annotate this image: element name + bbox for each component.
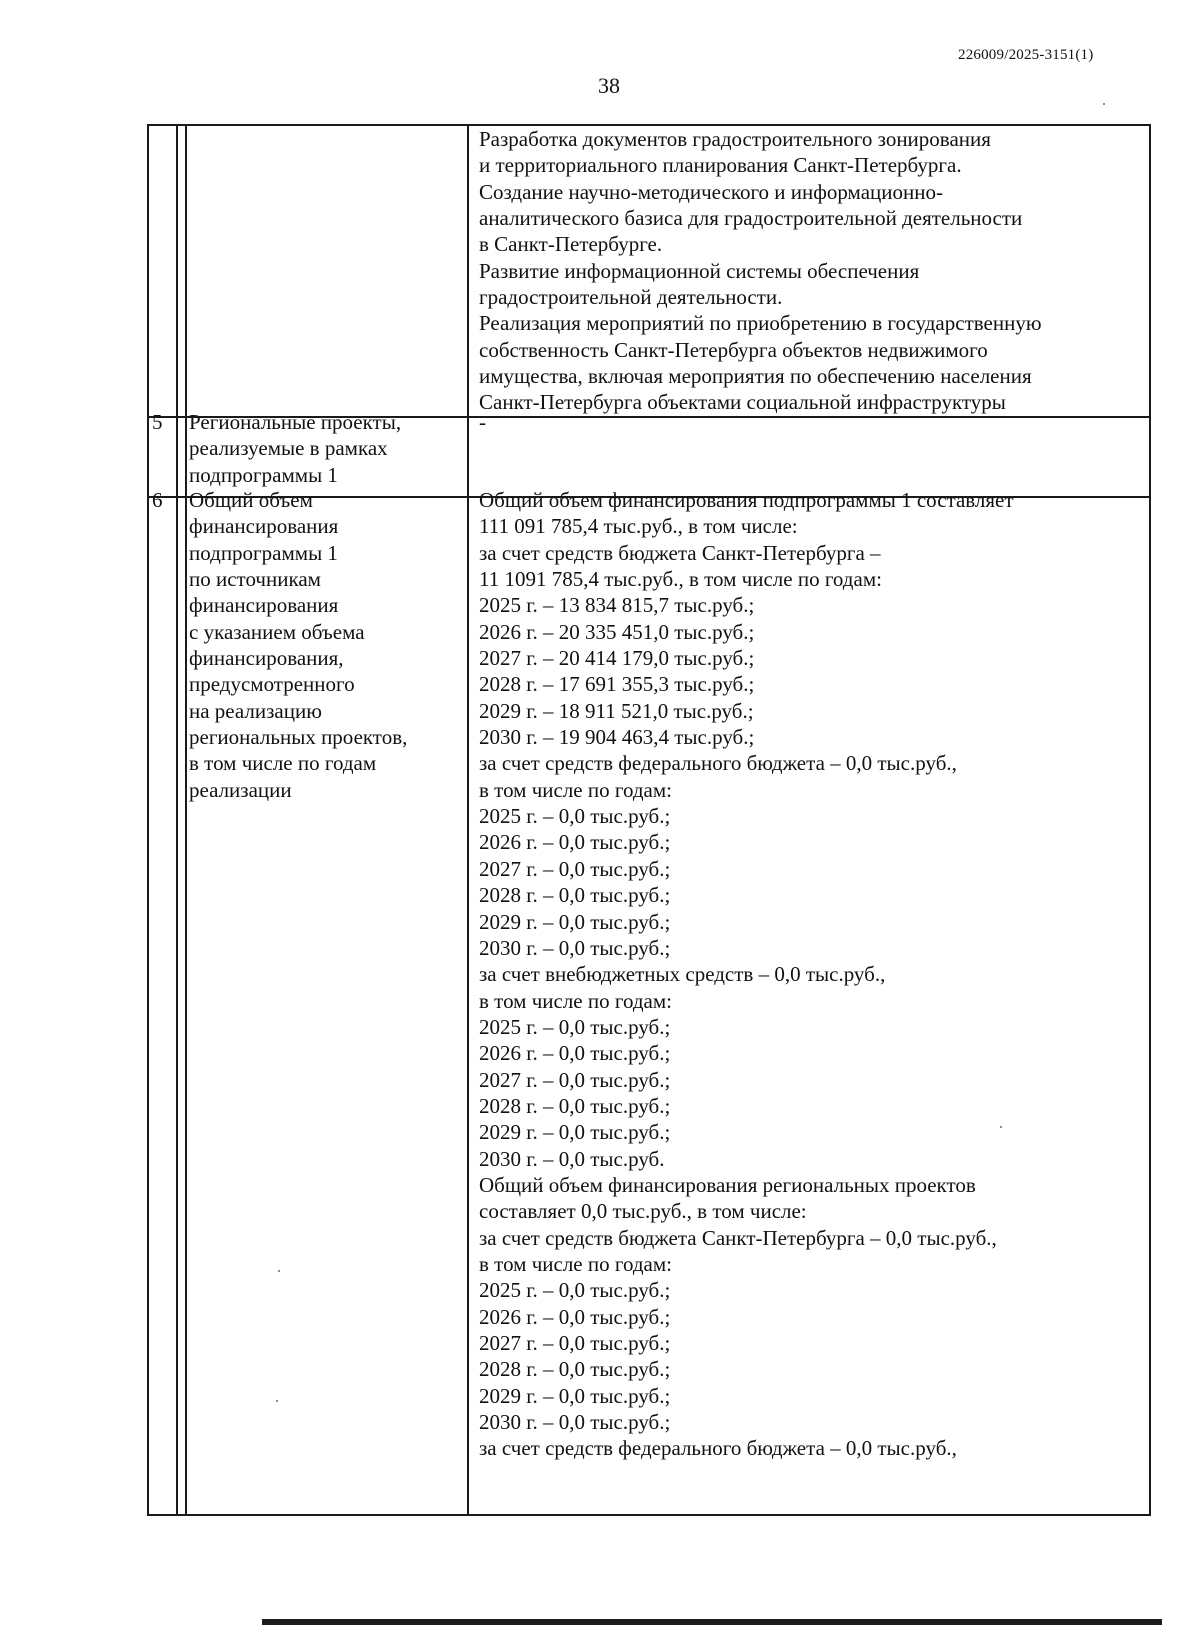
text-line: 2029 г. – 18 911 521,0 тыс.руб.;	[479, 698, 754, 723]
text-line: финансирования	[189, 514, 339, 539]
text-line: региональных проектов,	[189, 725, 408, 750]
text-line: в том числе по годам:	[479, 988, 672, 1013]
text-line: 2030 г. – 19 904 463,4 тыс.руб.;	[479, 725, 755, 750]
text-line: 111 091 785,4 тыс.руб., в том числе:	[479, 514, 798, 539]
text-line: 2028 г. – 0,0 тыс.руб.;	[479, 1093, 671, 1118]
text-line: Создание научно-методического и информационно-	[479, 179, 943, 204]
text-line: финансирования	[189, 593, 339, 618]
text-line: Реализация мероприятий по приобретению в государственную	[479, 311, 1042, 336]
scan-speck	[1103, 103, 1105, 105]
text-line: 2025 г. – 0,0 тыс.руб.;	[479, 1014, 671, 1039]
text-line: подпрограммы 1	[189, 540, 338, 565]
row-6-label	[189, 487, 407, 803]
program-table	[147, 124, 1151, 1516]
text-line: собственность Санкт-Петербурга объектов недвижимого	[479, 337, 988, 362]
row-6-number: 6	[152, 488, 163, 512]
row-5-label	[189, 409, 401, 488]
text-line: имущества, включая мероприятия по обеспечению населения	[479, 364, 1032, 389]
text-line: 2025 г. – 13 834 815,7 тыс.руб.;	[479, 593, 755, 618]
text-line: 2026 г. – 0,0 тыс.руб.;	[479, 830, 671, 855]
text-line: в Санкт-Петербурге.	[479, 232, 663, 257]
text-line: Общий объем финансирования подпрограммы 1 составляет	[479, 488, 1014, 512]
text-line: градостроительной деятельности.	[479, 285, 783, 310]
scan-edge-bar	[262, 1619, 1162, 1625]
column-divider-inner	[185, 126, 187, 1514]
row-6-content	[479, 487, 1014, 1462]
text-line: Региональные проекты,	[189, 410, 402, 434]
row-5-number: 5	[152, 410, 163, 434]
page-number: 38	[598, 73, 620, 98]
text-line: 2025 г. – 0,0 тыс.руб.;	[479, 804, 671, 829]
scan-speck	[1000, 1126, 1002, 1128]
text-line: финансирования,	[189, 646, 344, 671]
row-5-content: -	[479, 410, 486, 434]
text-line: 2030 г. – 0,0 тыс.руб.;	[479, 1410, 671, 1435]
column-divider-number	[176, 126, 178, 1514]
text-line: и территориального планирования Санкт-Петербурга.	[479, 153, 962, 178]
text-line: 2029 г. – 0,0 тыс.руб.;	[479, 1120, 671, 1145]
text-line: 2030 г. – 0,0 тыс.руб.;	[479, 935, 671, 960]
text-line: в том числе по годам:	[479, 777, 672, 802]
text-line: на реализацию	[189, 698, 322, 723]
text-line: 2025 г. – 0,0 тыс.руб.;	[479, 1278, 671, 1303]
text-line: Общий объем финансирования региональных проектов	[479, 1172, 976, 1197]
document-id: 226009/2025-3151(1)	[958, 47, 1094, 63]
text-line: за счет средств федерального бюджета – 0,0 тыс.руб.,	[479, 1436, 957, 1461]
text-line: 2027 г. – 0,0 тыс.руб.;	[479, 856, 671, 881]
text-line: 2026 г. – 0,0 тыс.руб.;	[479, 1304, 671, 1329]
text-line: реализуемые в рамках	[189, 436, 388, 461]
scan-speck	[278, 1270, 280, 1272]
row-continued-content	[479, 126, 1042, 416]
text-line: 2030 г. – 0,0 тыс.руб.	[479, 1146, 665, 1171]
text-line: 2026 г. – 20 335 451,0 тыс.руб.;	[479, 619, 755, 644]
text-line: Общий объем	[189, 488, 313, 512]
text-line: за счет средств бюджета Санкт-Петербурга –	[479, 540, 881, 565]
text-line: 2029 г. – 0,0 тыс.руб.;	[479, 909, 671, 934]
text-line: 2027 г. – 0,0 тыс.руб.;	[479, 1331, 671, 1355]
text-line: в том числе по годам	[189, 751, 377, 776]
text-line: с указанием объема	[189, 619, 365, 644]
text-line: Санкт-Петербурга объектами социальной инфраструктуры	[479, 390, 1006, 415]
text-line: 2028 г. – 0,0 тыс.руб.;	[479, 1357, 671, 1382]
text-line: в том числе по годам:	[479, 1251, 672, 1276]
text-line: предусмотренного	[189, 672, 355, 697]
text-line: аналитического базиса для градостроительной деятельности	[479, 206, 1023, 231]
text-line: за счет внебюджетных средств – 0,0 тыс.руб.,	[479, 962, 886, 987]
text-line: 2028 г. – 0,0 тыс.руб.;	[479, 883, 671, 908]
scan-speck	[276, 1400, 278, 1402]
text-line: 2027 г. – 0,0 тыс.руб.;	[479, 1067, 671, 1092]
text-line: за счет средств федерального бюджета – 0,0 тыс.руб.,	[479, 751, 957, 776]
text-line: за счет средств бюджета Санкт-Петербурга – 0,0 тыс.руб.,	[479, 1225, 997, 1250]
text-line: по источникам	[189, 567, 321, 592]
column-divider-label	[467, 126, 469, 1514]
text-line: 2029 г. – 0,0 тыс.руб.;	[479, 1383, 671, 1408]
text-line: Разработка документов градостроительного зонирования	[479, 127, 991, 151]
text-line: Развитие информационной системы обеспечения	[479, 258, 920, 283]
text-line: составляет 0,0 тыс.руб., в том числе:	[479, 1199, 807, 1224]
text-line: 2028 г. – 17 691 355,3 тыс.руб.;	[479, 672, 755, 697]
text-line: подпрограммы 1	[189, 462, 338, 487]
text-line: 2027 г. – 20 414 179,0 тыс.руб.;	[479, 646, 755, 671]
text-line: 11 1091 785,4 тыс.руб., в том числе по годам:	[479, 567, 882, 592]
text-line: реализации	[189, 777, 292, 802]
text-line: 2026 г. – 0,0 тыс.руб.;	[479, 1041, 671, 1066]
